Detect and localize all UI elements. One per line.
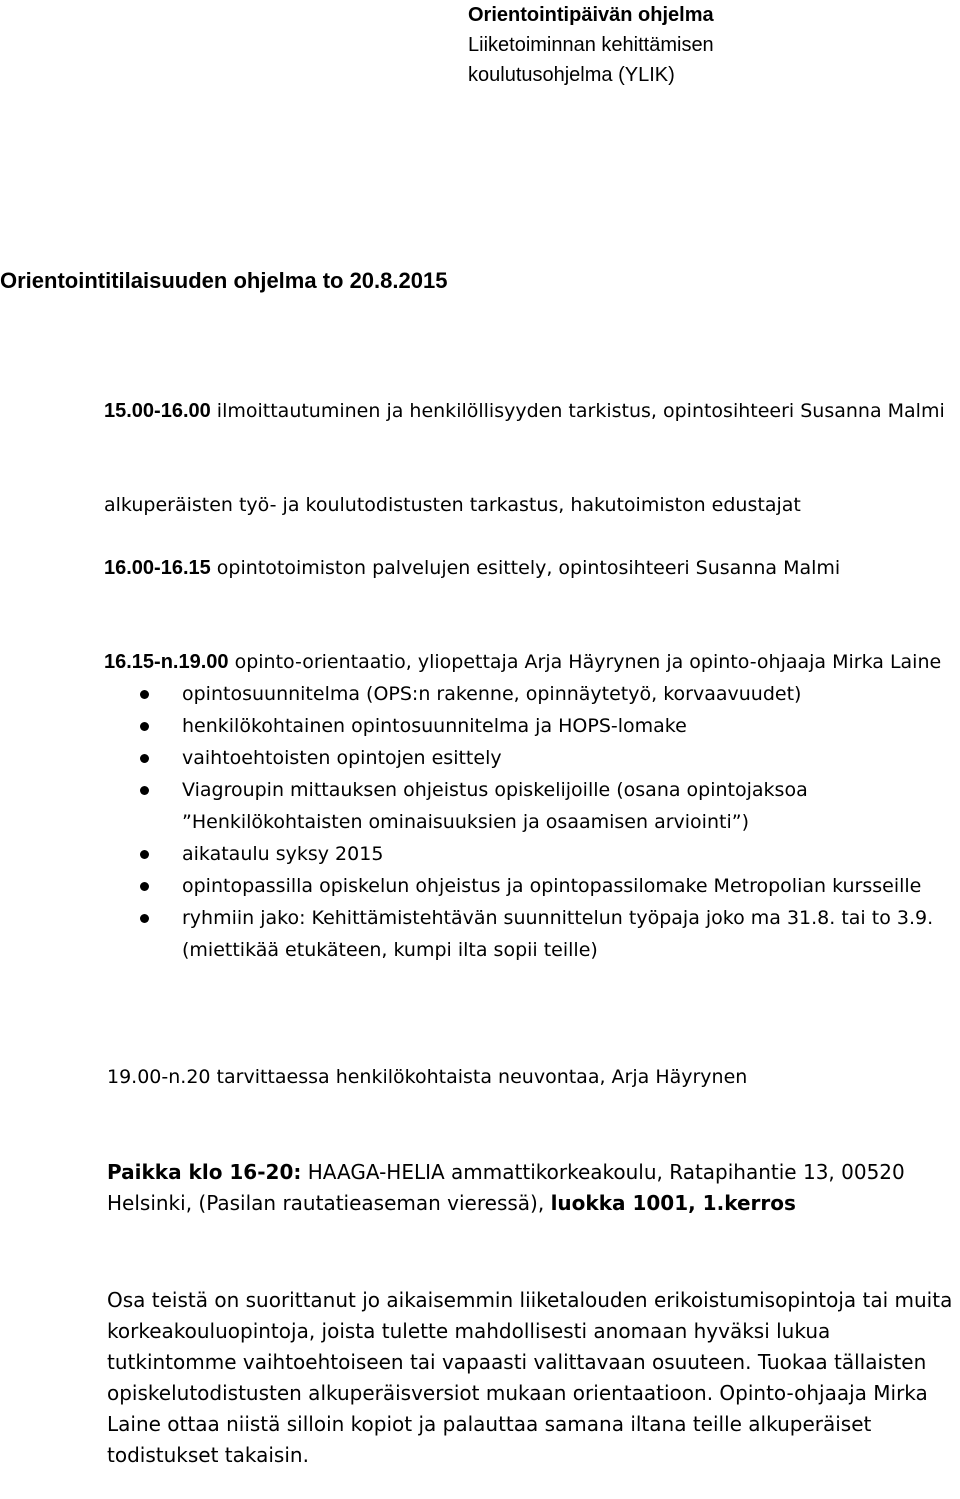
schedule-item-orientation (104, 647, 960, 966)
list-item: ryhmiin jako: Kehittämistehtävän suunnittelun työpaja joko ma 31.8. tai to 3.9. (miettikää etukäteen, kumpi ilta sopii teille) (104, 902, 960, 966)
orientation-topics-list (104, 678, 960, 966)
program-heading: Orientointitilaisuuden ohjelma to 20.8.2015 (0, 268, 448, 293)
schedule-item-counselling (107, 1062, 960, 1093)
schedule-text: ilmoittautuminen ja henkilöllisyyden tarkistus, opintosihteeri Susanna Malmi (210, 400, 945, 422)
schedule-text: opintotoimiston palvelujen esittely, opintosihteeri Susanna Malmi (210, 557, 841, 579)
schedule-text: alkuperäisten työ- ja koulutodistusten tarkastus, hakutoimiston edustajat (104, 494, 801, 516)
schedule-text: opinto-orientaatio, yliopettaja Arja Häyrynen ja opinto-ohjaaja Mirka Laine (228, 651, 942, 673)
schedule-item-registration (104, 396, 960, 427)
bullet-icon (140, 850, 149, 859)
bullet-icon (140, 914, 149, 923)
bullet-icon (140, 690, 149, 699)
location-info (107, 1157, 960, 1219)
bullet-icon (140, 882, 149, 891)
list-item: opintosuunnitelma (OPS:n rakenne, opinnäytetyö, korvaavuudet) (104, 678, 960, 710)
schedule-time: 19.00-n.20 (107, 1066, 211, 1088)
bullet-icon (140, 722, 149, 731)
schedule-item-office-services (104, 553, 960, 584)
list-item: opintopassilla opiskelun ohjeistus ja opintopassilomake Metropolian kursseille (104, 870, 960, 902)
prior-studies-note: Osa teistä on suorittanut jo aikaisemmin liiketalouden erikoistumisopintoja tai muita korkeakouluopintoja, joista tulette mahdollisesti anomaan hyväksi lukua tutkintomme vaihtoehtoiseen tai vapaasti valittavaan osuuteen. Tuokaa tällaisten opiskelutodistusten alkuperäisversiot mukaan orientaatioon. Opinto-ohjaaja Mirka Laine ottaa niistä silloin kopiot ja palauttaa samana iltana teille alkuperäiset todistukset takaisin. (107, 1288, 953, 1467)
bullet-icon (140, 754, 149, 763)
list-item: henkilökohtainen opintosuunnitelma ja HOPS-lomake (104, 710, 960, 742)
list-item: vaihtoehtoisten opintojen esittely (104, 742, 960, 774)
location-label: Paikka klo 16-20: (107, 1160, 302, 1184)
location-room: luokka 1001, 1.kerros (550, 1191, 796, 1215)
list-item: aikataulu syksy 2015 (104, 838, 960, 870)
location-address: HAAGA-HELIA ammattikorkeakoulu, Ratapihantie 13, 00520 Helsinki, (Pasilan rautatieaseman vieressä), (107, 1160, 905, 1215)
schedule-time: 16.00-16.15 (104, 557, 211, 579)
programme-name-line-1: Liiketoiminnan kehittämisen (468, 34, 714, 56)
list-item: Viagroupin mittauksen ohjeistus opiskelijoille (osana opintojaksoa ”Henkilökohtaisten ominaisuuksien ja osaamisen arviointi”) (104, 774, 960, 838)
bullet-icon (140, 786, 149, 795)
schedule-time: 16.15-n.19.00 (104, 651, 229, 673)
document-header (468, 0, 948, 90)
document-title: Orientointipäivän ohjelma (468, 4, 714, 26)
schedule-item-certificates (104, 490, 960, 521)
schedule-time: 15.00-16.00 (104, 400, 211, 422)
schedule-text: tarvittaessa henkilökohtaista neuvontaa, Arja Häyrynen (210, 1066, 748, 1088)
programme-name-line-2: koulutusohjelma (YLIK) (468, 64, 675, 86)
